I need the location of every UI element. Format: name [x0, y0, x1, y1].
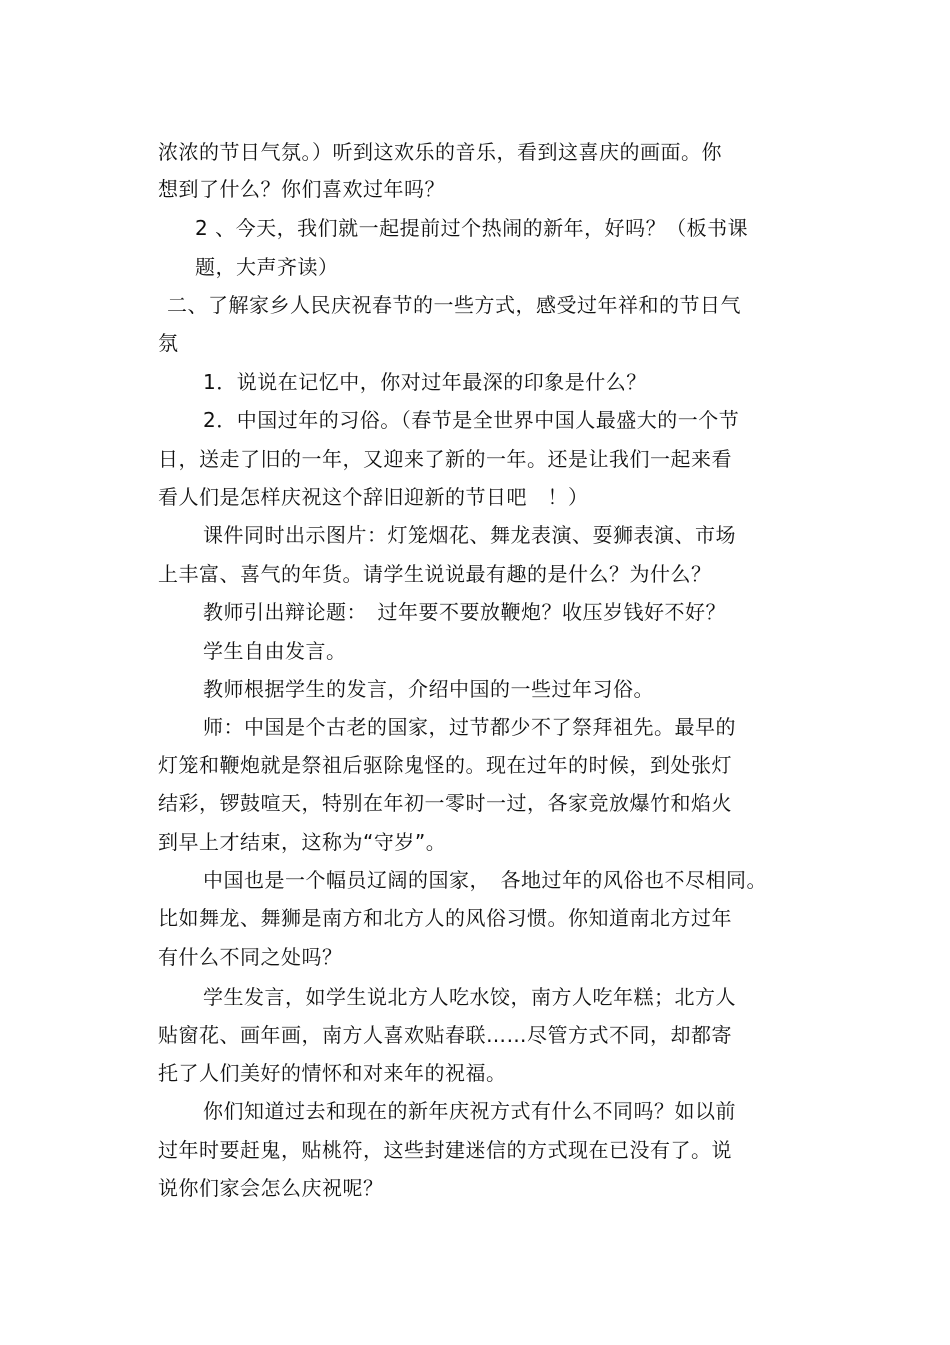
- text-line: 贴窗花、画年画，南方人喜欢贴春联……尽管方式不同，却都寄: [158, 1023, 732, 1047]
- section-heading: 二、了解家乡人民庆祝春节的一些方式，感受过年祥和的节日气: [167, 293, 741, 317]
- text-line: 学生发言，如学生说北方人吃水饺，南方人吃年糕；北方人: [203, 985, 736, 1009]
- text-line: 过年时要赶鬼，贴桃符，这些封建迷信的方式现在已没有了。说: [158, 1138, 732, 1162]
- text-line: 比如舞龙、舞狮是南方和北方人的风俗习惯。你知道南北方过年: [158, 906, 732, 930]
- text-line: 有什么不同之处吗？: [158, 945, 343, 969]
- text-line: 题，大声齐读）: [195, 255, 339, 279]
- text-line: 结彩，锣鼓喧天，特别在年初一零时一过，各家竞放爆竹和焰火: [158, 791, 732, 815]
- text-line: 1．说说在记忆中，你对过年最深的印象是什么？: [203, 370, 647, 394]
- text-line: 日，送走了旧的一年，又迎来了新的一年。还是让我们一起来看: [158, 447, 732, 471]
- text-line: 上丰富、喜气的年货。请学生说说最有趣的是什么？为什么？: [158, 562, 712, 586]
- text-line: 你们知道过去和现在的新年庆祝方式有什么不同吗？如以前: [203, 1099, 736, 1123]
- text-line: 师：中国是个古老的国家，过节都少不了祭拜祖先。最早的: [203, 715, 736, 739]
- text-line: 灯笼和鞭炮就是祭祖后驱除鬼怪的。现在过年的时候，到处张灯: [158, 753, 732, 777]
- text-line: 看人们是怎样庆祝这个辞旧迎新的节日吧 ！）: [158, 485, 589, 509]
- text-line: 浓浓的节日气氛。）听到这欢乐的音乐，看到这喜庆的画面。你: [158, 140, 722, 164]
- text-line: 学生自由发言。: [203, 639, 347, 663]
- text-line: 课件同时出示图片：灯笼烟花、舞龙表演、耍狮表演、市场: [203, 523, 736, 547]
- text-line: 2．中国过年的习俗。（春节是全世界中国人最盛大的一个节: [203, 408, 740, 432]
- text-line: 到早上才结束，这称为“守岁”。: [158, 830, 447, 854]
- text-line: 2 、今天，我们就一起提前过个热闹的新年，好吗？（板书课: [195, 216, 749, 240]
- text-line: 说你们家会怎么庆祝呢？: [158, 1176, 384, 1200]
- text-line: 想到了什么？你们喜欢过年吗？: [158, 177, 445, 201]
- text-line: 托了人们美好的情怀和对来年的祝福。: [158, 1061, 507, 1085]
- text-line: 教师根据学生的发言，介绍中国的一些过年习俗。: [203, 677, 654, 701]
- text-line: 教师引出辩论题： 过年要不要放鞭炮？收压岁钱好不好？: [203, 600, 726, 624]
- text-line: 氛: [158, 331, 179, 355]
- text-line: 中国也是一个幅员辽阔的国家， 各地过年的风俗也不尽相同。: [203, 868, 767, 892]
